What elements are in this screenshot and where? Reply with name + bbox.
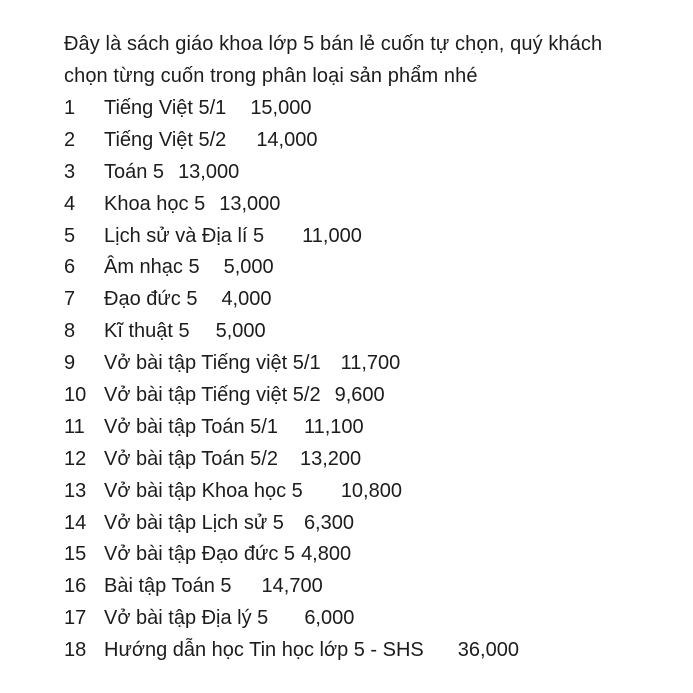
item-name: Vở bài tập Toán 5/1 [104, 415, 278, 438]
item-name: Vở bài tập Khoa học 5 [104, 479, 303, 502]
list-item [64, 315, 684, 347]
list-item [64, 570, 684, 602]
item-number: 18 [64, 639, 87, 662]
list-item [64, 188, 684, 220]
item-name: Vở bài tập Lịch sử 5 [104, 511, 284, 534]
item-name: Tiếng Việt 5/2 [104, 128, 227, 151]
item-number: 10 [64, 384, 87, 407]
list-item [64, 507, 684, 539]
item-name: Bài tập Toán 5 [104, 575, 232, 598]
price-list [64, 92, 684, 666]
item-number: 12 [64, 447, 87, 470]
item-number: 11 [64, 415, 85, 438]
item-name: Lịch sử và Địa lí 5 [104, 224, 265, 247]
list-item [64, 379, 684, 411]
item-name: Khoa học 5 [104, 192, 206, 215]
item-number: 7 [64, 288, 76, 311]
intro-line-1: Đây là sách giáo khoa lớp 5 bán lẻ cuốn tự chọn, quý khách [64, 33, 603, 55]
item-price: 11,100 [303, 415, 364, 438]
list-item [64, 443, 684, 475]
item-number: 2 [64, 128, 76, 151]
list-item [64, 156, 684, 188]
item-number: 14 [64, 511, 87, 534]
list-item [64, 602, 684, 634]
list-item [64, 92, 684, 124]
item-price: 13,200 [299, 447, 362, 470]
item-price: 14,700 [261, 575, 323, 598]
item-price: 36,000 [457, 639, 519, 662]
item-name: Vở bài tập Đạo đức 5 [104, 543, 296, 566]
item-number: 8 [64, 320, 76, 343]
item-number: 3 [64, 160, 76, 183]
list-item [64, 283, 684, 315]
item-price: 13,000 [178, 160, 240, 183]
list-item [64, 251, 684, 283]
item-number: 4 [64, 192, 76, 215]
item-price: 11,000 [302, 224, 362, 247]
item-price: 6,300 [303, 511, 354, 534]
item-name: Vở bài tập Tiếng việt 5/2 [104, 384, 321, 407]
item-number: 17 [64, 607, 87, 630]
list-item [64, 411, 684, 443]
intro-line-2: chọn từng cuốn trong phân loại sản phẩm nhé [64, 65, 478, 87]
item-number: 9 [64, 352, 76, 375]
list-item [64, 347, 684, 379]
item-price: 11,700 [340, 352, 401, 375]
item-name: Vở bài tập Toán 5/2 [104, 447, 278, 470]
list-item [64, 475, 684, 507]
item-number: 15 [64, 543, 87, 566]
item-name: Đạo đức 5 [104, 288, 198, 311]
item-name: Vở bài tập Địa lý 5 [104, 607, 269, 630]
item-name: Âm nhạc 5 [104, 256, 200, 279]
list-item [64, 538, 684, 570]
item-price: 5,000 [215, 320, 266, 343]
item-price: 15,000 [250, 97, 312, 119]
item-name: Hướng dẫn học Tin học lớp 5 - SHS [104, 639, 424, 662]
item-price: 14,000 [256, 128, 318, 151]
item-number: 1 [64, 97, 76, 119]
item-name: Tiếng Việt 5/1 [104, 97, 227, 119]
intro-text [64, 28, 664, 92]
item-price: 4,800 [301, 543, 352, 566]
item-price: 9,600 [334, 384, 385, 407]
item-number: 5 [64, 224, 76, 247]
item-name: Kĩ thuật 5 [104, 320, 190, 343]
list-item [64, 220, 684, 252]
item-price: 10,800 [340, 479, 402, 502]
item-price: 13,000 [219, 192, 281, 215]
list-item [64, 124, 684, 156]
list-item [64, 634, 684, 666]
item-name: Vở bài tập Tiếng việt 5/1 [104, 352, 321, 375]
item-name: Toán 5 [104, 160, 165, 183]
item-price: 6,000 [304, 607, 355, 630]
item-number: 16 [64, 575, 87, 598]
item-price: 4,000 [221, 288, 272, 311]
item-number: 13 [64, 479, 87, 502]
item-price: 5,000 [223, 256, 274, 279]
item-number: 6 [64, 256, 76, 279]
